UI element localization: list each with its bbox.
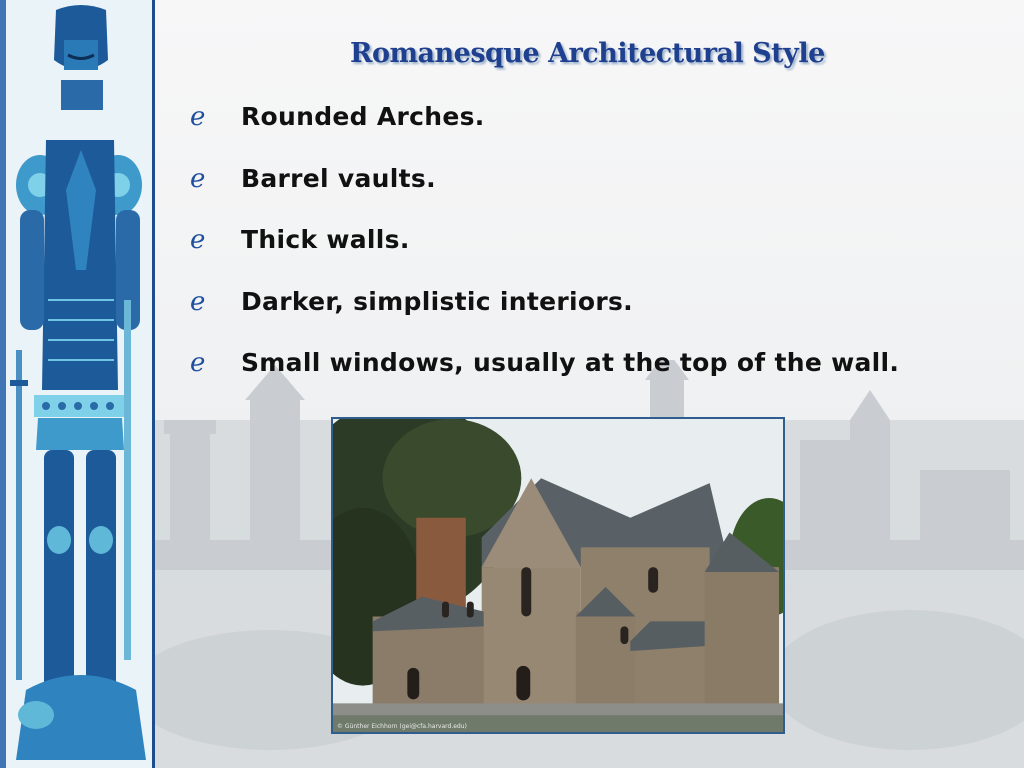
bullet-text: Darker, simplistic interiors. — [241, 286, 633, 316]
bullet-text: Thick walls. — [241, 225, 410, 254]
bullet-list — [190, 98, 1020, 406]
photo-credit: © Günther Eichhorn (gei@cfa.harvard.edu) — [337, 723, 467, 730]
bullet-text: Small windows, usually at the top of the wall. — [241, 348, 900, 377]
bullet-item — [190, 344, 1020, 406]
bullet-item — [190, 160, 1020, 222]
bullet-item — [190, 221, 1020, 283]
bullet-text: Barrel vaults. — [241, 163, 436, 193]
knight-panel — [0, 0, 155, 768]
script-e-bullet-icon: ℯ — [190, 102, 206, 132]
knight-brass-rubbing-image — [6, 0, 152, 768]
church-illustration — [333, 419, 783, 732]
romanesque-church-photo — [331, 417, 785, 734]
bullet-item — [190, 283, 1020, 345]
bullet-item — [190, 98, 1020, 160]
script-e-bullet-icon: ℯ — [190, 286, 206, 317]
script-e-bullet-icon: ℯ — [190, 225, 206, 255]
script-e-bullet-icon: ℯ — [190, 163, 206, 194]
bullet-text: Rounded Arches. — [241, 102, 485, 131]
slide-title: Romanesque Architectural Style — [350, 38, 825, 69]
script-e-bullet-icon: ℯ — [190, 348, 206, 378]
